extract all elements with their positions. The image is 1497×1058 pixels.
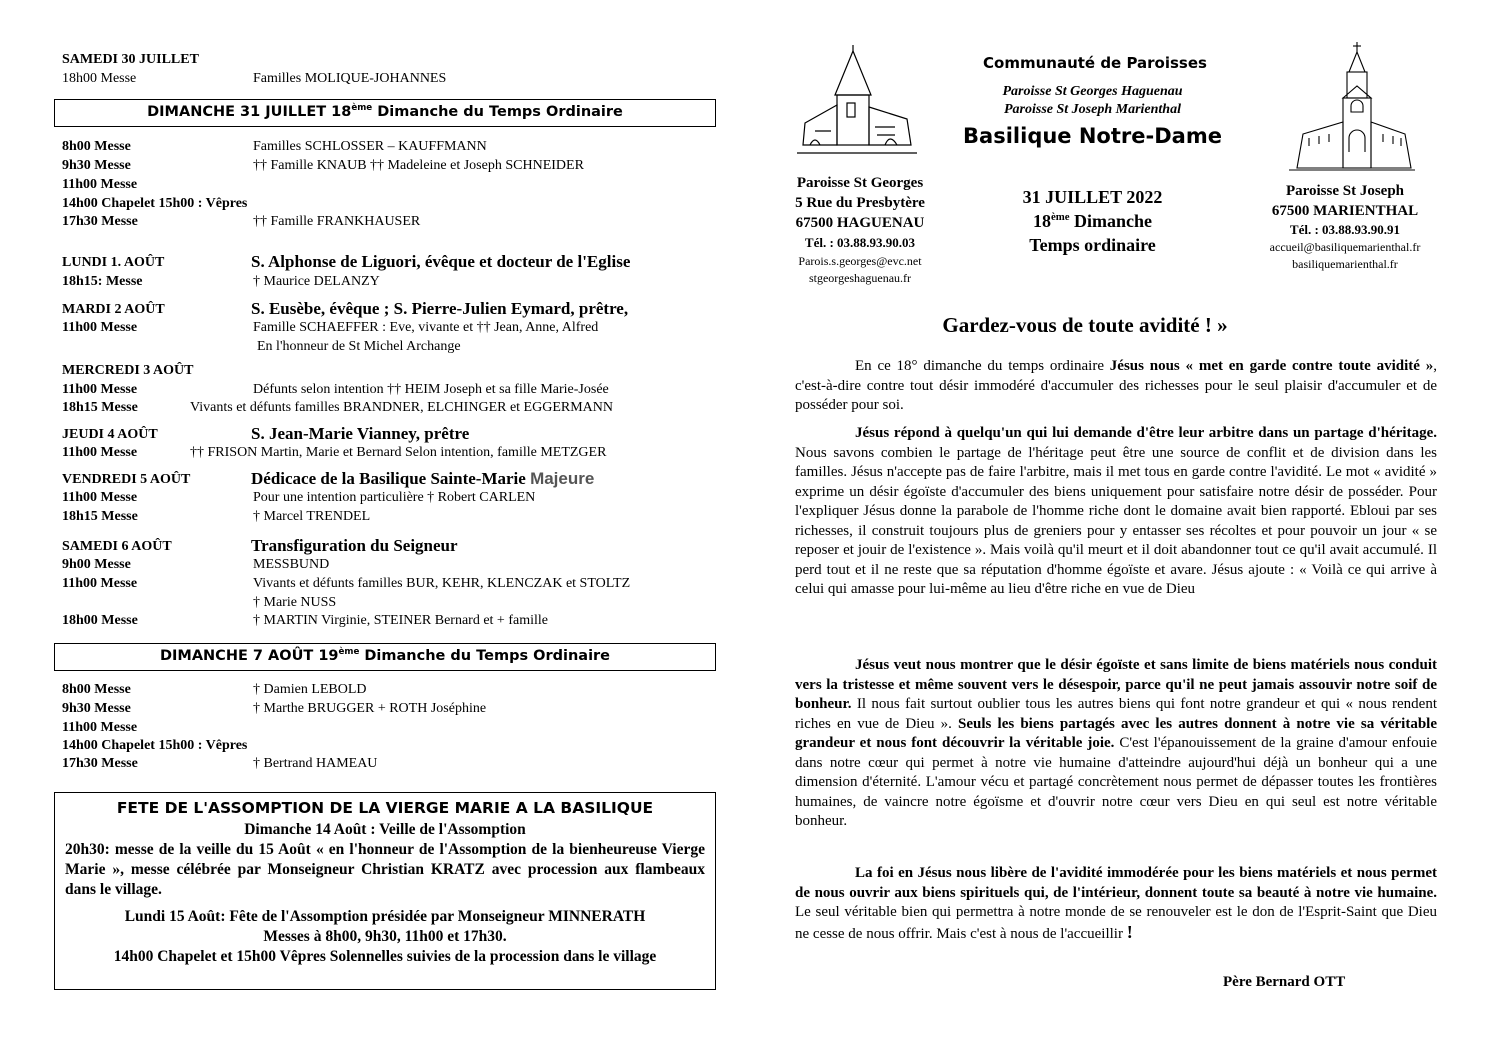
mass-time: 11h00 Messe <box>62 320 138 335</box>
feast-label: Transfiguration du Seigneur <box>251 536 458 555</box>
heading-text-post: Dimanche du Temps Ordinaire <box>359 648 611 664</box>
mass-time: 14h00 Chapelet 15h00 : Vêpres <box>62 738 248 753</box>
parish-line: Paroisse St Joseph Marienthal <box>1004 102 1181 117</box>
mass-time: 18h15 Messe <box>62 400 138 415</box>
heading-text-post: Dimanche du Temps Ordinaire <box>372 104 623 120</box>
day-title-tue2: MARDI 2 AOÛT <box>62 302 165 317</box>
feast-label: S. Eusèbe, évêque ; S. Pierre-Julien Eymard, prêtre, <box>251 299 629 318</box>
feast-label: S. Alphonse de Liguori, évêque et docteur de l'Eglise <box>251 252 631 271</box>
parish-email: Parois.s.georges@evc.net <box>798 254 922 268</box>
parish-line: Paroisse St Georges Haguenau <box>1002 84 1183 99</box>
sunday-31-heading-box <box>54 99 716 127</box>
mass-time: 17h30 Messe <box>62 214 138 229</box>
parish-name: Paroisse St Joseph <box>1285 183 1405 199</box>
mass-intention: † Marie NUSS <box>253 595 337 610</box>
mass-intention: †† Famille FRANKHAUSER <box>253 214 421 229</box>
article-paragraph: La foi en Jésus nous libère de l'avidité immodérée pour les biens matériels et nous permet de nous ouvrir aux biens spirituels qui, de l'intérieur, donnent toute sa beauté à notre vie humaine. Le seul véritable bien qui permettra à notre monde de se renouveler est le don de l'Esprit-Saint que Dieu ne cesse de nous offrir. Mais c'est à nous de l'accueillir ! <box>795 865 1437 942</box>
mass-time: 9h30 Messe <box>62 701 131 716</box>
mass-intention: MESSBUND <box>253 557 330 572</box>
mass-intention: En l'honneur de St Michel Archange <box>257 339 461 354</box>
mass-time: 18h15 Messe <box>62 509 138 524</box>
mass-intention: Pour une intention particulière † Robert CARLEN <box>253 490 536 505</box>
date-line: 31 JUILLET 2022 <box>1022 187 1163 207</box>
assumption-subtitle: Dimanche 14 Août : Veille de l'Assomption <box>244 821 526 838</box>
parish-email: accueil@basiliquemarienthal.fr <box>1269 240 1421 254</box>
assumption-box <box>54 792 716 990</box>
mass-time: 18h15: Messe <box>62 274 143 289</box>
parish-website: basiliquemarienthal.fr <box>1292 257 1398 271</box>
article-signature: Père Bernard OTT <box>1223 974 1346 990</box>
basilica-title: Basilique Notre-Dame <box>963 124 1222 148</box>
bulletin-date <box>985 185 1200 257</box>
assumption-line: Lundi 15 Août: Fête de l'Assomption présidée par Monseigneur MINNERATH <box>124 908 646 925</box>
parish-phone: Tél. : 03.88.93.90.91 <box>1289 222 1401 237</box>
assumption-title: FETE DE L'ASSOMPTION DE LA VIERGE MARIE A LA BASILIQUE <box>116 799 654 817</box>
day-title-wed3: MERCREDI 3 AOÛT <box>62 363 194 378</box>
day-title-sat30: SAMEDI 30 JUILLET <box>62 52 199 67</box>
mass-intention: † Damien LEBOLD <box>253 682 367 697</box>
parish-city: 67500 HAGUENAU <box>795 215 925 231</box>
mass-intention: Familles SCHLOSSER – KAUFFMANN <box>253 139 487 154</box>
day-title-mon1: LUNDI 1. AOÛT <box>62 255 165 270</box>
day-title-fri5: VENDREDI 5 AOÛT <box>62 472 191 487</box>
assumption-line: Messes à 8h00, 9h30, 11h00 et 17h30. <box>263 928 507 945</box>
heading-sup: ème <box>338 647 360 658</box>
mass-intention: † Bertrand HAMEAU <box>253 756 378 771</box>
article-paragraph: Jésus répond à quelqu'un qui lui demande d'être leur arbitre dans un partage d'héritage. Nous savons combien le partage de l'héritage peut être une source de conflit et de division dans les familles. Jésus n'accepte pas de faire l'arbitre, mais il met tous en garde contre l'avidité. Le mot « avidité » exprime un désir égoïste d'accumuler des biens uniquement pour satisfaire notre désir de posséder. Pour l'expliquer Jésus donne la parabole de l'homme riche dont le domaine avait bien rapporté. Ebloui par ses richesses, il construit toujours plus de greniers pour y entasser ses récoltes et pour pouvoir un jour « se reposer et jouir de l'existence ». Mais voilà qu'il meurt et il doit abandonner tout ce qu'il avait accumulé. Il perd tout et il ne reste que sa réputation d'homme égoïste et avare. Jésus ajoute : « Voilà ce qui arrive à celui qui amasse pour lui-même au lieu d'être riche en vue de Dieu <box>795 425 1437 597</box>
mass-time: 11h00 Messe <box>62 445 138 460</box>
mass-time: 9h30 Messe <box>62 158 131 173</box>
mass-time: 8h00 Messe <box>62 139 131 154</box>
parish-website: stgeorgeshaguenau.fr <box>808 271 912 285</box>
mass-intention: †† FRISON Martin, Marie et Bernard Selon intention, famille METZGER <box>190 445 607 460</box>
mass-intention: Défunts selon intention †† HEIM Joseph et sa fille Marie-Josée <box>253 382 609 397</box>
heading-sup: ème <box>351 103 373 114</box>
mass-time: 14h00 Chapelet 15h00 : Vêpres <box>62 196 248 211</box>
date-season: Temps ordinaire <box>1029 235 1156 255</box>
mass-time: 18h00 Messe <box>62 613 138 628</box>
mass-intention: † Maurice DELANZY <box>253 274 380 289</box>
mass-time: 11h00 Messe <box>62 382 138 397</box>
church-illustration-stjoseph <box>1287 42 1417 177</box>
feast-text: Dédicace de la Basilique Sainte-Marie <box>251 469 526 488</box>
article-paragraph: En ce 18° dimanche du temps ordinaire Jésus nous « met en garde contre toute avidité », c'est-à-dire contre tout désir immodéré d'accumuler des richesses pour le seul plaisir d'accumuler et de posséder pour soi. <box>795 358 1437 413</box>
heading-text: DIMANCHE 7 AOÛT 19 <box>159 648 339 664</box>
mass-time: 8h00 Messe <box>62 682 131 697</box>
day-title-thu4: JEUDI 4 AOÛT <box>62 427 158 442</box>
mass-time: 11h00 Messe <box>62 177 138 192</box>
mass-intention: † Marthe BRUGGER + ROTH Joséphine <box>253 701 487 716</box>
mass-time: 11h00 Messe <box>62 490 138 505</box>
heading-text: DIMANCHE 31 JUILLET 18 <box>147 104 352 120</box>
mass-time: 9h00 Messe <box>62 557 131 572</box>
article-title: Gardez-vous de toute avidité ! » <box>942 313 1228 337</box>
feast-label: S. Jean-Marie Vianney, prêtre <box>251 424 470 443</box>
mass-intention: Familles MOLIQUE-JOHANNES <box>253 71 447 86</box>
mass-intention: † MARTIN Virginie, STEINER Bernard et + famille <box>253 613 548 628</box>
mass-intention: † Marcel TRENDEL <box>253 509 371 524</box>
stjoseph-contact <box>1250 181 1440 273</box>
mass-time: 17h30 Messe <box>62 756 138 771</box>
mass-intention: Vivants et défunts familles BRANDNER, ELCHINGER et EGGERMANN <box>190 400 614 415</box>
mass-intention: Famille SCHAEFFER : Eve, vivante et †† Jean, Anne, Alfred <box>253 320 599 335</box>
day-title-sat6: SAMEDI 6 AOÛT <box>62 539 172 554</box>
mass-time: 18h00 Messe <box>62 71 137 86</box>
assumption-paragraph: 20h30: messe de la veille du 15 Août « en l'honneur de l'Assomption de la bienheureuse Vierge Marie », messe célébrée par Monseigneur Christian KRATZ avec procession aux flambeaux dans le village. <box>65 841 705 898</box>
sunday-7-heading-box <box>54 643 716 671</box>
parish-address: 5 Rue du Presbytère <box>795 195 925 211</box>
parish-name: Paroisse St Georges <box>796 175 924 191</box>
mass-intention: †† Famille KNAUB †† Madeleine et Joseph SCHNEIDER <box>253 158 584 173</box>
article-paragraph: Jésus veut nous montrer que le désir égoïste et sans limite de biens matériels nous conduit vers la tristesse et même souvent vers le désespoir, parce qu'il ne peut jamais assouvir notre soif de bonheur. Il nous fait surtout oublier tous les autres biens qui font notre grandeur et qui « nous rendent riches en vue de Dieu ». Seuls les biens partagés avec les autres donnent à notre vie sa véritable grandeur et nous font découvrir la véritable joie. C'est l'épanouissement de la graine d'amour enfouie dans notre cœur qui permet à notre vie humaine d'atteindre aujourd'hui déjà un bonheur qui a une dimension d'éternité. L'amour vécu et partagé concrètement nous permet de dépasser toutes les frontières humaines, de vaincre notre égoïsme et d'ouvrir notre cœur vers Dieu en qui seul est notre véritable bonheur. <box>795 657 1437 829</box>
church-illustration-stgeorges <box>795 45 920 163</box>
community-title: Communauté de Paroisses <box>983 54 1207 72</box>
parish-phone: Tél. : 03.88.93.90.03 <box>804 235 916 250</box>
mass-time: 11h00 Messe <box>62 576 138 591</box>
date-sunday: 18ème Dimanche <box>1032 211 1153 231</box>
assumption-line: 14h00 Chapelet et 15h00 Vêpres Solennelles suivies de la procession dans le village <box>113 948 657 965</box>
stgeorges-contact <box>770 173 950 287</box>
mass-time: 11h00 Messe <box>62 720 138 735</box>
feast-extra: Majeure <box>530 469 595 488</box>
feast-label <box>251 469 594 489</box>
mass-intention: Vivants et défunts familles BUR, KEHR, KLENCZAK et STOLTZ <box>253 576 631 591</box>
parish-city: 67500 MARIENTHAL <box>1271 203 1419 219</box>
